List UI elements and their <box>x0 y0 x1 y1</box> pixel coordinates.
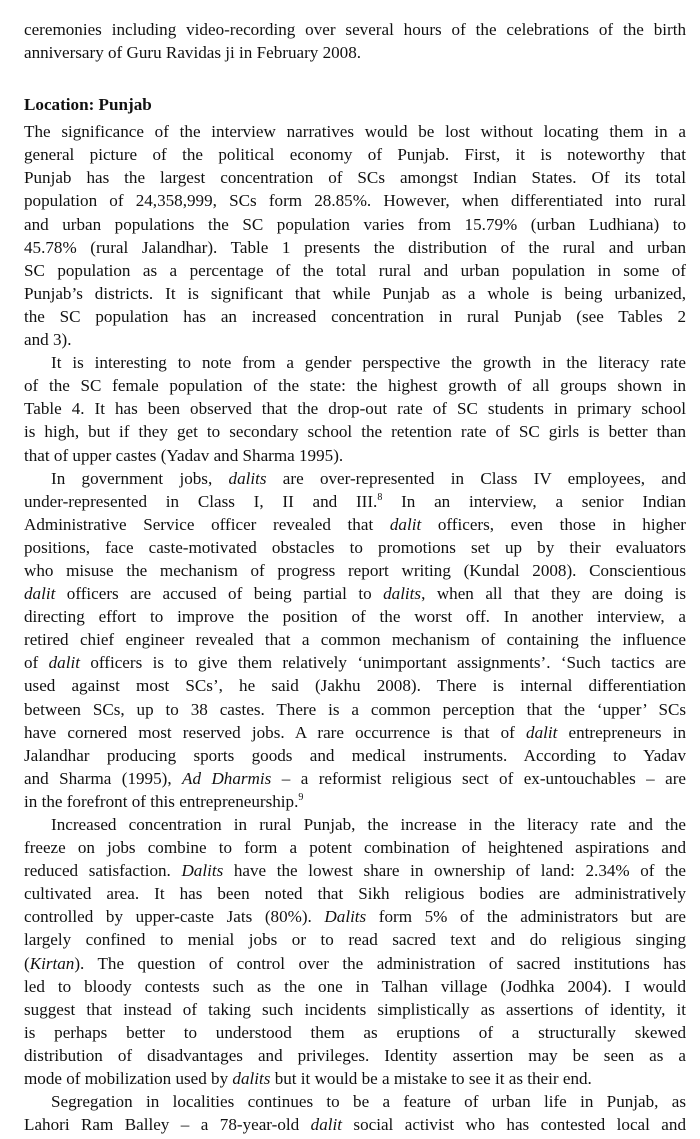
text-line: general picture of the political economy of Punjab. First, it is noteworthy that <box>24 145 686 165</box>
text-line: and urban populations the SC population varies from 15.79% (urban Ludhiana) to <box>24 214 686 234</box>
text-line: mode of mobilization used by dalits but it would be a mistake to see it as their end. <box>24 1069 592 1089</box>
section-heading: Location: Punjab <box>24 95 152 115</box>
text-line: (Kirtan). The question of control over the administration of sacred institutions has <box>24 953 686 973</box>
paragraph-2 <box>24 351 686 466</box>
text-line: It is interesting to note from a gender perspective the growth in the literacy rate <box>51 353 686 373</box>
text-line: Jalandhar producing sports goods and medical instruments. According to Yadav <box>24 745 686 765</box>
text-line: freeze on jobs combine to form a potent combination of heightened aspirations and <box>24 838 686 858</box>
text-line: Administrative Service officer revealed that dalit officers, even those in higher <box>24 514 686 534</box>
text-line: Lahori Ram Balley – a 78-year-old dalit social activist who has contested local and <box>24 1115 686 1135</box>
text-line: Increased concentration in rural Punjab, the increase in the literacy rate and the <box>51 815 686 834</box>
text-line: of the SC female population of the state: the highest growth of all groups shown in <box>24 376 686 396</box>
footnote-marker: 9 <box>298 791 304 803</box>
text-line: population of 24,358,999, SCs form 28.85%. However, when differentiated into rural <box>24 191 686 211</box>
text-line: of dalit officers is to give them relatively ‘unimportant assignments’. ‘Such tactics are <box>24 653 686 673</box>
text-line: Segregation in localities continues to be a feature of urban life in Punjab, as <box>51 1092 686 1112</box>
text-line: controlled by upper-caste Jats (80%). Dalits form 5% of the administrators but are <box>24 907 686 927</box>
text-line: reduced satisfaction. Dalits have the lowest share in ownership of land: 2.34% of the <box>24 861 686 881</box>
text-line: is high, but if they get to secondary school the retention rate of SC girls is better than <box>24 422 686 442</box>
footnote-marker: 8 <box>377 491 383 503</box>
text-line: 45.78% (rural Jalandhar). Table 1 presents the distribution of the rural and urban <box>24 237 686 257</box>
text-line: that of upper castes (Yadav and Sharma 1995). <box>24 445 344 465</box>
text-line: suggest that instead of taking such incidents simplistically as assertions of identity, it <box>24 999 686 1019</box>
text-line: in the forefront of this entrepreneurship.$^9$ <box>24 791 304 811</box>
text-line: between SCs, up to 38 castes. There is a common perception that the ‘upper’ SCs <box>24 699 686 719</box>
text-line: and 3). <box>24 330 72 350</box>
text-line: the SC population has an increased concentration in rural Punjab (see Tables 2 <box>24 306 686 326</box>
section-gap <box>24 64 686 86</box>
text-line: In government jobs, dalits are over-represented in Class IV employees, and <box>51 468 686 488</box>
text-line: used against most SCs’, he said (Jakhu 2008). There is internal differentiation <box>24 676 686 696</box>
text-line: Table 4. It has been observed that the drop-out rate of SC students in primary school <box>24 399 686 419</box>
text-line: is perhaps better to understood them as eruptions of a structurally skewed <box>24 1022 686 1042</box>
text-line: led to bloody contests such as the one in Talhan village (Jodhka 2004). I would <box>24 976 686 996</box>
text-line: distribution of disadvantages and privileges. Identity assertion may be seen as a <box>24 1045 686 1065</box>
text-line: dalit officers are accused of being partial to dalits, when all that they are doing is <box>24 584 686 604</box>
text-line: ceremonies including video-recording over several hours of the celebrations of the birth <box>24 20 686 39</box>
paragraph-3 <box>24 467 686 813</box>
text-line: anniversary of Guru Ravidas ji in February 2008. <box>24 43 362 63</box>
text-line: Punjab has the largest concentration of SCs amongst Indian States. Of its total <box>24 168 686 188</box>
text-line: have cornered most reserved jobs. A rare occurrence is that of dalit entrepreneurs in <box>24 722 686 742</box>
text-line: directing effort to improve the position of the worst off. In another interview, a <box>24 607 686 627</box>
text-line: largely confined to menial jobs or to read sacred text and do religious singing <box>24 930 686 950</box>
text-line: cultivated area. It has been noted that Sikh religious bodies are administratively <box>24 884 686 904</box>
text-line: under-represented in Class I, II and III.$^8$ In an interview, a senior Indian <box>24 491 686 511</box>
text-line: The significance of the interview narratives would be lost without locating them in a <box>24 122 686 142</box>
paragraph-4 <box>24 813 686 1090</box>
intro-paragraph <box>24 18 686 64</box>
text-line: Punjab’s districts. It is significant that while Punjab as a whole is being urbanized, <box>24 283 686 303</box>
text-line: who misuse the mechanism of progress report writing (Kundal 2008). Conscientious <box>24 560 686 580</box>
text-line: and Sharma (1995), Ad Dharmis – a reformist religious sect of ex-untouchables – are <box>24 768 686 788</box>
document-page <box>24 18 686 1136</box>
paragraph-1 <box>24 120 686 351</box>
text-line: SC population as a percentage of the total rural and urban population in some of <box>24 260 686 280</box>
text-line: retired chief engineer revealed that a common mechanism of containing the influence <box>24 630 686 650</box>
text-line: positions, face caste-motivated obstacles to promotions set up by their evaluators <box>24 537 686 557</box>
paragraph-5 <box>24 1090 686 1136</box>
